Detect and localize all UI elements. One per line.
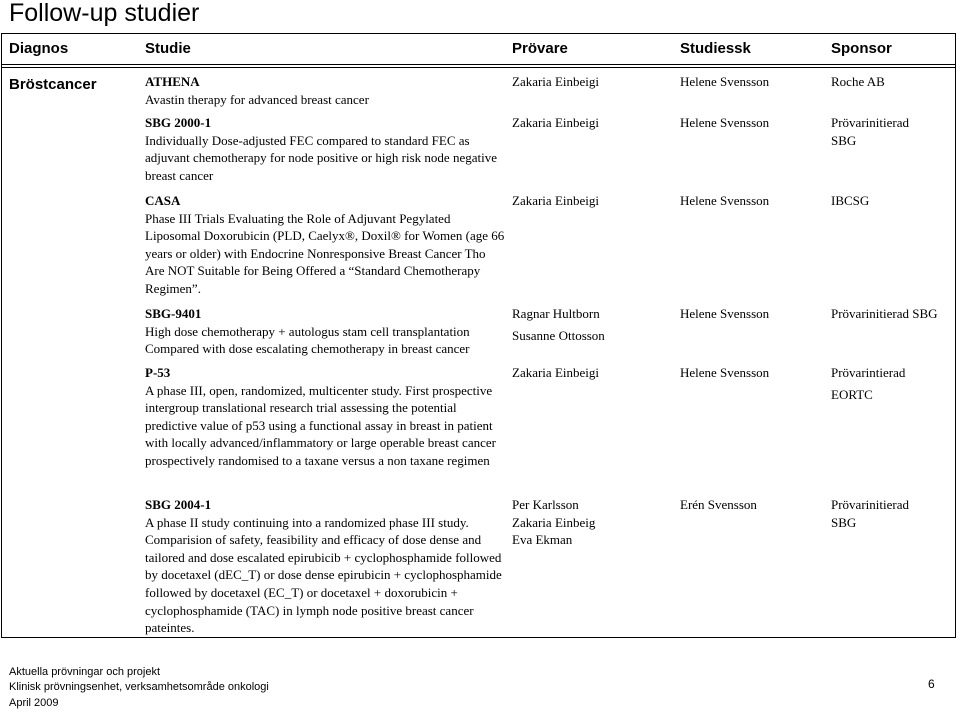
studiessk-name: Erén Svensson — [680, 497, 757, 512]
header-divider-double — [1, 67, 956, 68]
study-code: SBG-9401 — [145, 306, 202, 321]
sponsor-name: Prövarinitierad — [831, 497, 909, 512]
sponsor-cell — [831, 496, 909, 531]
studiessk-name: Helene Svensson — [680, 74, 770, 89]
provare-name: Per Karlsson — [512, 497, 579, 512]
study-description: A phase III, open, randomized, multicenter study. First prospective intergroup translational research trial assessing the potential predictive value of p53 using a functional assay in breast in patient with locally advanced/inflammatory or large operable breast cancer prospectively randomised to a taxane versus a non taxane regimen — [145, 382, 496, 468]
footer-line: Aktuella prövningar och projekt — [9, 666, 161, 678]
header-studiessk: Studiessk — [680, 40, 751, 57]
study-row — [145, 114, 505, 184]
study-description: Avastin therapy for advanced breast cancer — [145, 91, 369, 107]
studiessk-name: Helene Svensson — [680, 115, 770, 130]
provare-name: Zakaria Einbeig — [512, 514, 596, 530]
provare-cell — [512, 364, 599, 382]
study-code: ATHENA — [145, 74, 200, 89]
provare-cell — [512, 73, 599, 91]
studiessk-cell — [680, 114, 769, 132]
study-row — [145, 496, 505, 637]
study-row — [145, 305, 505, 358]
sponsor-cell — [831, 192, 869, 210]
footer-line: Klinisk prövningsenhet, verksamhetsområde onkologi — [9, 681, 269, 694]
study-description: High dose chemotherapy + autologus stam cell transplantation Compared with dose escalating chemotherapy in breast cancer — [145, 323, 470, 357]
studiessk-name: Helene Svensson — [680, 306, 770, 321]
provare-cell — [512, 192, 599, 210]
study-code: SBG 2000-1 — [145, 115, 212, 130]
provare-cell — [512, 114, 599, 132]
study-code: P-53 — [145, 365, 171, 380]
page-title: Follow-up studier — [9, 0, 200, 27]
studiessk-cell — [680, 496, 757, 514]
study-description: A phase II study continuing into a randomized phase III study. Comparision of safety, feasibility and efficacy of dose dense and tailored and dose escalated epirubicib + cyclophosphamide followed by docetaxel (dEC_T) or dose dense epirubicin + cyclophosphamide followed by docetaxel (EC_T) or docetaxel + doxorubicin + cyclophosphamide (TAC) in lymph node positive breast cancer pateintes. — [145, 514, 502, 636]
provare-name: Susanne Ottosson — [512, 327, 605, 343]
sponsor-cell — [831, 305, 938, 323]
sponsor-cell — [831, 364, 905, 403]
studiessk-cell — [680, 192, 769, 210]
sponsor-name: IBCSG — [831, 193, 870, 208]
study-row — [145, 364, 505, 470]
provare-name: Zakaria Einbeigi — [512, 365, 599, 380]
study-code: CASA — [145, 193, 181, 208]
studiessk-cell — [680, 73, 769, 91]
header-sponsor: Sponsor — [831, 40, 892, 57]
provare-name: Ragnar Hultborn — [512, 306, 600, 321]
header-provare: Prövare — [512, 40, 568, 57]
studiessk-name: Helene Svensson — [680, 365, 770, 380]
studiessk-cell — [680, 305, 769, 323]
provare-name: Zakaria Einbeigi — [512, 74, 599, 89]
studiessk-name: Helene Svensson — [680, 193, 770, 208]
provare-cell — [512, 305, 605, 344]
sponsor-name: Prövarinitierad SBG — [831, 306, 938, 321]
sponsor-name: SBG — [831, 132, 857, 148]
header-studie: Studie — [145, 40, 191, 57]
page-number: 6 — [928, 677, 935, 691]
header-diagnos: Diagnos — [9, 40, 69, 57]
sponsor-name: Prövarintierad — [831, 365, 906, 380]
sponsor-cell — [831, 73, 885, 91]
sponsor-name: Prövarinitierad — [831, 115, 909, 130]
study-description: Phase III Trials Evaluating the Role of Adjuvant Pegylated Liposomal Doxorubicin (PLD, Caelyx®, Doxil® for Women (age 66 years or older) with Endocrine Nonresponsive Breast Cancer Tho Are NOT Suitable for Being Offered a “Standard Chemotherapy Regimen”. — [145, 210, 505, 296]
provare-cell — [512, 496, 595, 549]
provare-name: Eva Ekman — [512, 532, 573, 548]
sponsor-name: SBG — [831, 514, 857, 530]
provare-name: Zakaria Einbeigi — [512, 193, 599, 208]
study-code: SBG 2004-1 — [145, 497, 212, 512]
studiessk-cell — [680, 364, 769, 382]
study-row — [145, 73, 505, 108]
sponsor-name: EORTC — [831, 386, 873, 402]
header-divider — [1, 64, 956, 65]
sponsor-name: Roche AB — [831, 74, 885, 89]
footer — [9, 665, 269, 711]
study-description: Individually Dose-adjusted FEC compared to standard FEC as adjuvant chemotherapy for node positive or high risk node negative breast cancer — [145, 132, 497, 183]
diagnosis-label: Bröstcancer — [9, 76, 97, 93]
study-row — [145, 192, 505, 298]
footer-date: April 2009 — [9, 696, 59, 709]
sponsor-cell — [831, 114, 909, 149]
provare-name: Zakaria Einbeigi — [512, 115, 599, 130]
